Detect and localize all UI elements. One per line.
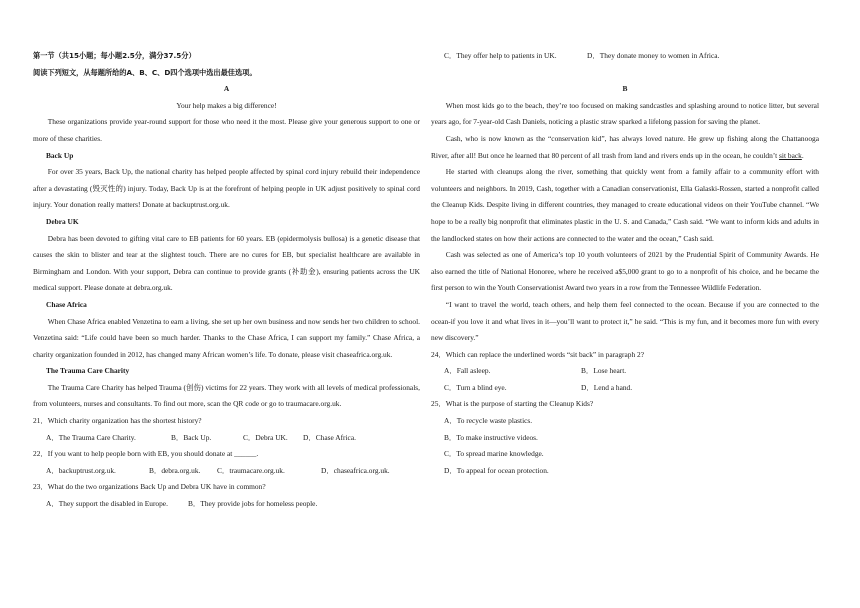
- option-a[interactable]: A．Fall asleep.: [444, 366, 491, 376]
- instructions: 阅读下列短文，从每题所给的A、B、C、D四个选项中选出最佳选项。: [33, 67, 257, 77]
- passage-b-paragraph-4: Cash was selected as one of America’s top 10 youth volunteers of 2021 by the Prudential Spirit of Community Awards. He also earned the title of National Honoree, where he received a$5,000 grant to go to a nonprofit of his choice, and he became the first person to win the Youth Conservationist Award two years in a row from the Tennessee Wildlife Federation.: [431, 250, 819, 293]
- right-column: [431, 48, 819, 479]
- question-23: 23．What do the two organizations Back Up and Debra UK have in common?: [33, 482, 266, 492]
- section-header: 第一节（共15小题；每小题2.5分，满分37.5分）: [33, 51, 196, 60]
- passage-a-intro: These organizations provide year-round support for those who need it the most. Please give your generous support to one or more of these charities.: [33, 117, 420, 143]
- underlined-phrase: sit back: [779, 150, 802, 160]
- debra-paragraph: Debra has been devoted to gifting vital care to EB patients for 60 years. EB (epidermolysis bullosa) is a genetic disease that causes the skin to blister and tear at the slightest touch. There are no cures for EB, but specialist healthcare are available in Birmingham and London. With your support, Debra can continue to provide grants (补助金), ensuring patients across the UK medical support. Please donate at debra.org.uk.: [33, 233, 420, 293]
- question-24-options-cd: [431, 380, 819, 397]
- chase-heading: Chase Africa: [46, 299, 87, 309]
- option-c[interactable]: C．They offer help to patients in UK.: [444, 51, 557, 60]
- option-a[interactable]: A．The Trauma Care Charity.: [46, 432, 136, 442]
- backup-paragraph: For over 35 years, Back Up, the national charity has helped people affected by spinal cord injury rebuild their independence after a devastating (毁灭性的) injury. Today, Back Up is at the forefront of helping people in UK adjust positively to spinal cord injury. Your donation really matters! Donate at backuptrust.org.uk.: [33, 167, 420, 210]
- question-25: 25．What is the purpose of starting the Cleanup Kids?: [431, 399, 594, 409]
- trauma-heading: The Trauma Care Charity: [46, 366, 130, 376]
- option-b[interactable]: B．debra.org.uk.: [149, 465, 201, 475]
- question-24-options-ab: [431, 363, 819, 380]
- question-23-options-cd: [431, 48, 819, 65]
- option-d[interactable]: D．Lend a hand.: [581, 382, 633, 392]
- passage-b-paragraph-3: He started with cleanups along the river, something that quickly went from a family affair to a community effort with volunteers and neighbors. In 2019, Cash, together with a Canadian conservationist, Ella Galaski-Rossen, started a nonprofit called the Cleanup Kids. Despite living in different countries, they managed to create educational videos on their YouTube channel. “We hope to be a really big nonprofit that eliminates plastic in the U. S. and Canada,” Cash said. “We want to inform kids and adults in the landlocked states on how their actions are connected to the water and the ocean,” Cash said.: [431, 167, 819, 243]
- option-c[interactable]: C．Turn a blind eye.: [444, 382, 507, 392]
- option-b[interactable]: B．Lose heart.: [581, 366, 627, 376]
- question-21-options: [33, 430, 420, 447]
- paragraph-2-text: Cash, who is now known as the “conservation kid”, has always loved nature. He grew up fishing along the Chattanooga River, after all! But once he learned that 80 percent of all trash from land and rivers ends up in the ocean, he couldn’t: [431, 133, 819, 160]
- passage-b-paragraph-2: [431, 131, 819, 164]
- option-d[interactable]: D．chaseafrica.org.uk.: [321, 465, 390, 475]
- trauma-paragraph: The Trauma Care Charity has helped Trauma (创伤) victims for 22 years. They work with all levels of medical professionals, from volunteers, nurses and consultants. To find out more, scan the QR code or go to traumacare.org.uk.: [33, 382, 420, 409]
- left-column: [33, 48, 420, 513]
- option-a[interactable]: A．To recycle waste plastics.: [444, 416, 533, 426]
- option-d[interactable]: D．They donate money to women in Africa.: [587, 51, 720, 60]
- passage-b-label: B: [622, 84, 628, 94]
- option-b[interactable]: B．Back Up.: [171, 432, 212, 442]
- option-a[interactable]: A．They support the disabled in Europe.: [46, 499, 168, 509]
- passage-a-title: Your help makes a big difference!: [176, 100, 277, 110]
- backup-heading: Back Up: [46, 150, 74, 160]
- paragraph-2-end: .: [801, 150, 804, 160]
- option-c[interactable]: C．traumacare.org.uk.: [217, 465, 285, 475]
- option-d[interactable]: D．To appeal for ocean protection.: [444, 465, 549, 475]
- spacer: [431, 65, 819, 82]
- question-22: 22．If you want to help people born with EB, you should donate at ______.: [33, 449, 259, 459]
- debra-heading: Debra UK: [46, 216, 79, 226]
- question-23-options-ab: [33, 496, 420, 513]
- option-a[interactable]: A．backuptrust.org.uk.: [46, 465, 116, 475]
- chase-paragraph: When Chase Africa enabled Venzetina to earn a living, she set up her own business and now sends her two children to school. Venzetina said: “Life could have been so much harder. Thanks to the Chase Africa, I can support my family.” Chase Africa, a charity organization founded in 2012, has changed many African women’s life. To donate, please visit chaseafrica.org.uk.: [33, 316, 420, 359]
- option-b[interactable]: B．To make instructive videos.: [444, 432, 538, 442]
- passage-b-paragraph-1: When most kids go to the beach, they’re too focused on making sandcastles and splashing around to notice litter, but several years ago, for 7-year-old Cash Daniels, noticing a plastic straw sparked a lifelong passion for saving the planet.: [431, 100, 819, 127]
- option-c[interactable]: C．To spread marine knowledge.: [444, 449, 544, 459]
- option-c[interactable]: C．Debra UK.: [243, 432, 288, 442]
- question-24: 24．Which can replace the underlined words “sit back” in paragraph 2?: [431, 349, 645, 359]
- passage-a-label: A: [223, 84, 230, 94]
- option-b[interactable]: B．They provide jobs for homeless people.: [188, 499, 318, 509]
- question-21: 21．Which charity organization has the shortest history?: [33, 416, 202, 426]
- passage-b-paragraph-5: “I want to travel the world, teach others, and help them feel connected to the ocean. Because if you are connected to the ocean-if you love it and what lives in it—you’ll want to protect it,” he said. “This is my fun, and it becomes more fun with every new discovery.”: [431, 299, 819, 343]
- option-d[interactable]: D．Chase Africa.: [303, 432, 356, 442]
- question-22-options: [33, 463, 420, 480]
